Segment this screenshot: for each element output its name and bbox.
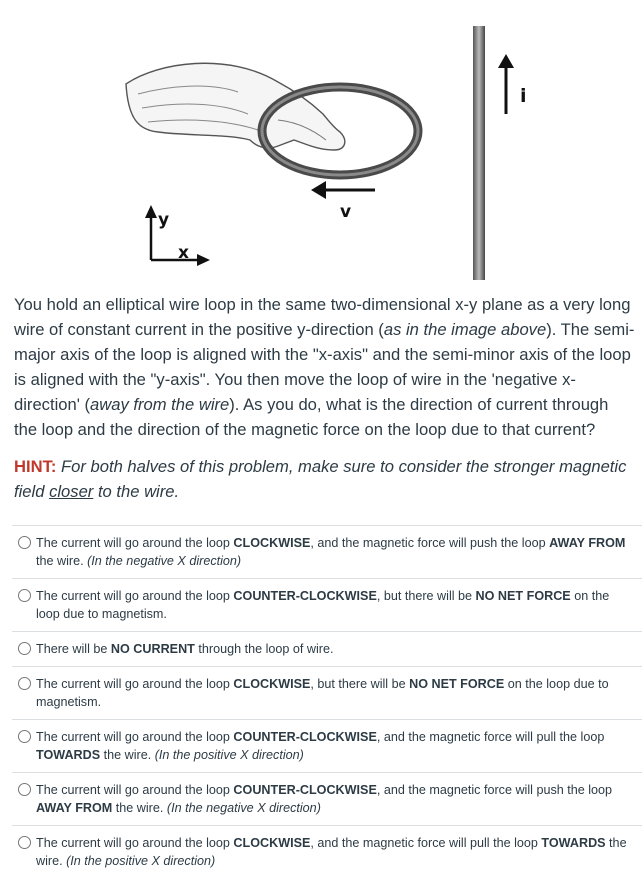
radio-button[interactable] bbox=[18, 836, 31, 849]
hint-text: HINT: For both halves of this problem, make sure to consider the stronger magnetic field closer to the wire. bbox=[14, 457, 627, 501]
question-text: You hold an elliptical wire loop in the same two-dimensional x-y plane as a very long wire of constant current in the positive y-direction (as in the image above). The semi-major axis of the loop is aligned with the "x-axis" and the semi-minor axis of the loop is aligned with the "y-axis". You then move the loop of wire in the 'negative x-direction' (away from the wire). As you do, what is the direction of current through the loop and the direction of the magnetic force on the loop due to that current? bbox=[14, 295, 635, 439]
answer-options bbox=[12, 525, 642, 878]
physics-figure bbox=[118, 22, 538, 284]
answer-option[interactable]: The current will go around the loop COUNTER-CLOCKWISE, and the magnetic force will pull the loop TOWARDS the wire. (In the positive X direction) bbox=[12, 719, 642, 772]
hint-label: HINT: bbox=[14, 457, 57, 476]
current-label: i bbox=[520, 85, 527, 107]
answer-option[interactable]: The current will go around the loop CLOCKWISE, and the magnetic force will pull the loop TOWARDS the wire. (In the positive X direction) bbox=[12, 825, 642, 878]
velocity-label: v bbox=[340, 202, 352, 222]
radio-button[interactable] bbox=[18, 536, 31, 549]
y-axis-label: y bbox=[158, 210, 170, 230]
answer-option[interactable]: The current will go around the loop CLOCKWISE, and the magnetic force will push the loop AWAY FROM the wire. (In the negative X direction) bbox=[12, 525, 642, 578]
x-axis-label: x bbox=[178, 243, 189, 263]
radio-button[interactable] bbox=[18, 783, 31, 796]
answer-option[interactable]: The current will go around the loop CLOCKWISE, but there will be NO NET FORCE on the loop due to magnetism. bbox=[12, 666, 642, 719]
radio-button[interactable] bbox=[18, 677, 31, 690]
answer-option[interactable]: The current will go around the loop COUNTER-CLOCKWISE, but there will be NO NET FORCE on the loop due to magnetism. bbox=[12, 578, 642, 631]
answer-option[interactable]: There will be NO CURRENT through the loop of wire. bbox=[12, 631, 642, 666]
velocity-arrow bbox=[311, 181, 375, 199]
long-wire bbox=[473, 26, 485, 280]
radio-button[interactable] bbox=[18, 589, 31, 602]
answer-option[interactable]: The current will go around the loop COUNTER-CLOCKWISE, and the magnetic force will push the loop AWAY FROM the wire. (In the negative X direction) bbox=[12, 772, 642, 825]
hand-illustration bbox=[126, 63, 345, 150]
radio-button[interactable] bbox=[18, 642, 31, 655]
current-arrow bbox=[498, 54, 514, 114]
radio-button[interactable] bbox=[18, 730, 31, 743]
